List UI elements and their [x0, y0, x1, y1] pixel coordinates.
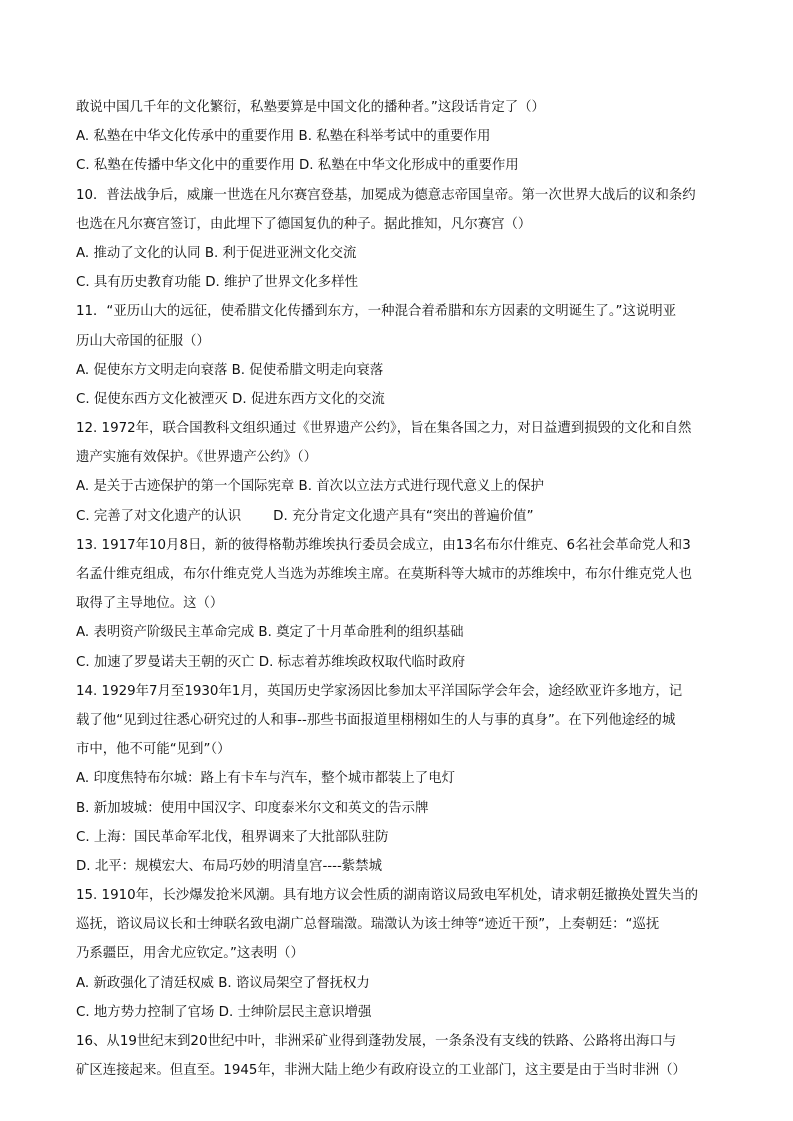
q16-stem-line-2: 矿区连接起来。但直至。1945年，非洲大陆上绝少有政府设立的工业部门，这主要是由于当时非洲（） [76, 1063, 686, 1079]
q14-option-b: B. 新加坡城：使用中国汉字、印度泰米尔文和英文的告示牌 [76, 800, 429, 816]
q15-stem-line-2: 巡抚，谘议局议长和士绅联名致电湖广总督瑞澂。瑞澂认为该士绅等“迹近干预”，上奏朝廷：“巡抚 [76, 917, 660, 933]
q12-options-cd [76, 502, 726, 531]
q12-stem-line-2: 遗产实施有效保护。《世界遗产公约》（） [76, 450, 318, 466]
q14-option-d: D. 北平：规模宏大、布局巧妙的明清皇宫----紫禁城 [76, 858, 382, 874]
q12-options-ab: A. 是关于古迹保护的第一个国际宪章 B. 首次以立法方式进行现代意义上的保护 [76, 479, 544, 495]
q12-option-d: D. 充分肯定文化遗产具有“突出的普遍价值” [273, 508, 534, 524]
q14-option-c: C. 上海：国民革命军北伐，租界调来了大批部队驻防 [76, 829, 389, 845]
q13-stem-line-1: 13. 1917年10月8日，新的彼得格勒苏维埃执行委员会成立，由13名布尔什维克、6名社会革命党人和3 [76, 537, 691, 553]
q13-stem-line-3: 取得了主导地位。这（） [76, 596, 224, 612]
q13-options-ab: A. 表明资产阶级民主革命完成 B. 奠定了十月革命胜利的组织基础 [76, 625, 464, 641]
q10-options-ab: A. 推动了文化的认同 B. 利于促进亚洲文化交流 [76, 245, 357, 261]
q14-option-a: A. 印度焦特布尔城：路上有卡车与汽车，整个城市都装上了电灯 [76, 771, 455, 787]
q11-options-ab: A. 促使东方文明走向衰落 B. 促使希腊文明走向衰落 [76, 362, 384, 378]
q12-option-c: C. 完善了对文化遗产的认识 [76, 508, 242, 524]
q15-options-cd: C. 地方势力控制了官场 D. 士绅阶层民主意识增强 [76, 1004, 372, 1020]
q14-stem-line-3: 市中，他不可能“见到”（） [76, 742, 231, 758]
q10-stem-line-2: 也选在凡尔赛宫签订，由此埋下了德国复仇的种子。据此推知，凡尔赛宫（） [76, 216, 532, 232]
q13-stem-line-2: 名孟什维克组成，布尔什维克党人当选为苏维埃主席。在莫斯科等大城市的苏维埃中，布尔什维克党人也 [76, 567, 692, 582]
q16-stem-line-1: 16、从19世纪末到20世纪中叶，非洲采矿业得到蓬勃发展，一条条没有支线的铁路、公路将出海口与 [76, 1034, 677, 1049]
q15-options-ab: A. 新政强化了清廷权威 B. 谘议局架空了督抚权力 [76, 975, 370, 991]
q14-stem-line-2: 载了他“见到过往悉心研究过的人和事--那些书面报道里栩栩如生的人与事的真身”。在下列他途经的城 [76, 712, 676, 728]
q10-options-cd: C. 具有历史教育功能 D. 维护了世界文化多样性 [76, 275, 358, 291]
q9-stem-end: 敢说中国几千年的文化繁衍，私塾要算是中国文化的播种者。”这段话肯定了（） [76, 100, 545, 115]
q15-stem-line-1: 15. 1910年，长沙爆发抢米风潮。具有地方议会性质的湖南谘议局致电军机处，请求朝廷撤换处置失当的 [76, 888, 699, 904]
q11-options-cd: C. 促使东西方文化被湮灭 D. 促进东西方文化的交流 [76, 391, 385, 407]
q11-stem-line-2: 历山大帝国的征服（） [76, 333, 210, 349]
question-text-block [76, 93, 726, 1085]
q13-options-cd: C. 加速了罗曼诺夫王朝的灭亡 D. 标志着苏维埃政权取代临时政府 [76, 654, 466, 670]
q11-stem-line-1: 11．“亚历山大的远征，使希腊文化传播到东方，一种混合着希腊和东方因素的文明诞生了。”这说明亚 [76, 304, 677, 320]
q9-options-cd: C. 私塾在传播中华文化中的重要作用 D. 私塾在中华文化形成中的重要作用 [76, 158, 519, 174]
q10-stem-line-1: 10．普法战争后，威廉一世选在凡尔赛宫登基，加冕成为德意志帝国皇帝。第一次世界大战后的议和条约 [76, 187, 696, 203]
q14-stem-line-1: 14. 1929年7月至1930年1月，英国历史学家汤因比参加太平洋国际学会年会，途经欧亚许多地方，记 [76, 683, 683, 699]
q12-stem-line-1: 12. 1972年，联合国教科文组织通过《世界遗产公约》，旨在集各国之力，对日益遭到损毁的文化和自然 [76, 421, 692, 437]
q9-options-ab: A. 私塾在中华文化传承中的重要作用 B. 私塾在科举考试中的重要作用 [76, 129, 491, 145]
q15-stem-line-3: 乃系疆臣，用舍尤应钦定。”这表明（） [76, 946, 304, 962]
